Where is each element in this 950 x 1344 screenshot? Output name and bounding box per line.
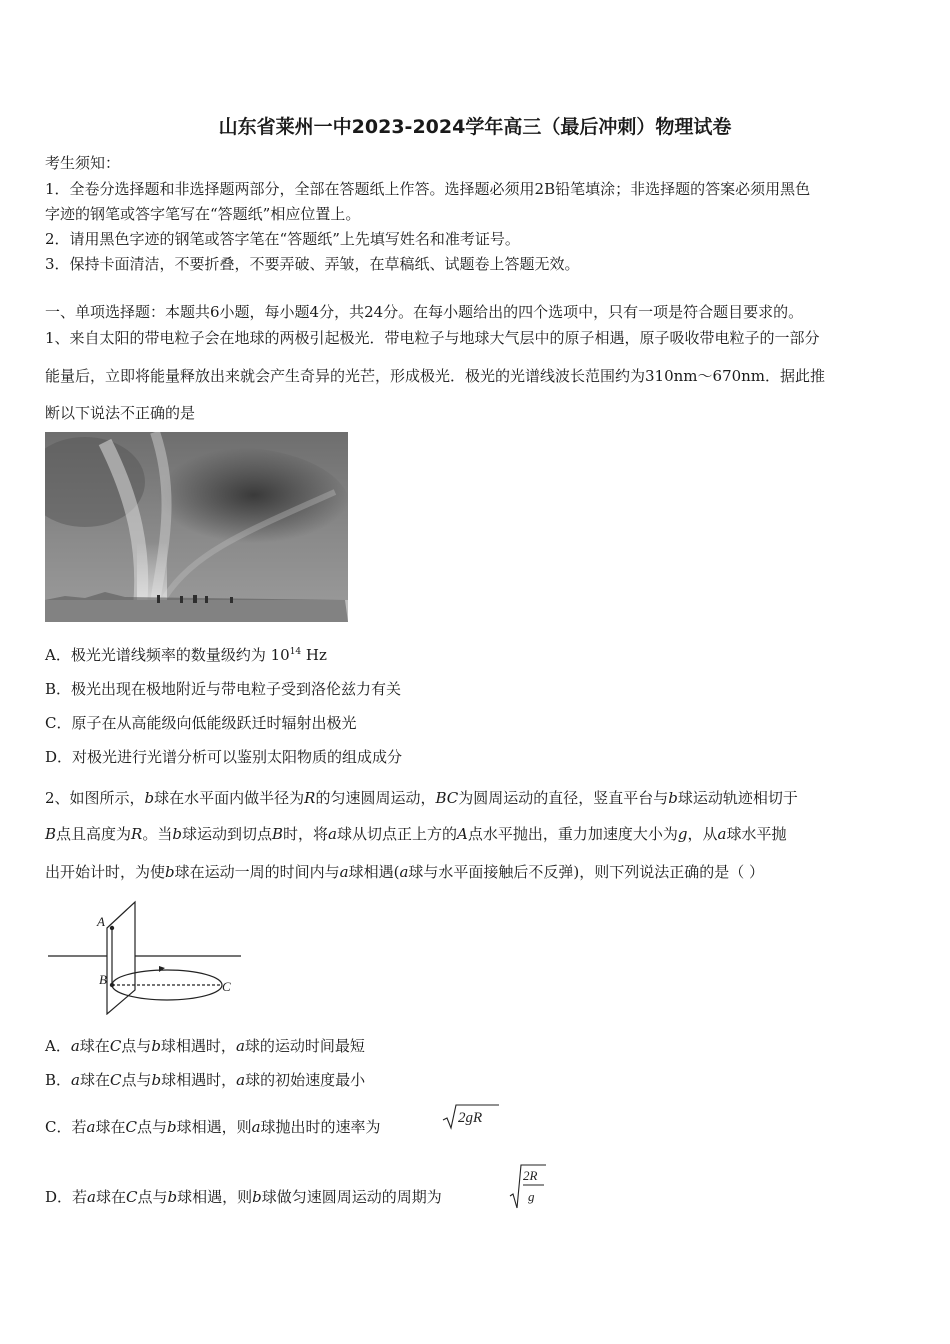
- q1-stem-line: 能量后，立即将能量释放出来就会产生奇异的光芒，形成极光．极光的光谱线波长范围约为310nm～670nm．据此推: [45, 367, 826, 385]
- stem-text: 球与水平面接触后不反弹)，则下列说法正确的是（ ）: [408, 863, 765, 881]
- stem-var: a: [328, 825, 337, 843]
- q2-option-c-sqrt: [441, 1102, 501, 1130]
- option-text: 球在: [95, 1188, 126, 1206]
- option-var: b: [151, 1037, 161, 1055]
- q2-option-d-denominator: g: [528, 1189, 535, 1204]
- option-text: 球相遇，则: [176, 1118, 252, 1136]
- stem-text: 球水平抛: [726, 825, 787, 843]
- option-var: a: [87, 1188, 96, 1206]
- option-text: 点与: [137, 1188, 168, 1206]
- option-text: 球相遇时，: [160, 1037, 236, 1055]
- notice-item: 字迹的钢笔或答字笔写在“答题纸”相应位置上。: [45, 205, 361, 223]
- notice-item: 1．全卷分选择题和非选择题两部分，全部在答题纸上作答。选择题必须用2B铅笔填涂；非选择题的答案必须用黑色: [45, 180, 811, 198]
- stem-var: a: [717, 825, 727, 843]
- q2-option-d-numerator: 2R: [523, 1168, 538, 1183]
- q2-stem-line: [45, 823, 786, 844]
- q1-stem-line: 断以下说法不正确的是: [45, 404, 196, 422]
- stem-var: g: [677, 825, 688, 843]
- page-title: 山东省莱州一中2023-2024学年高三（最后冲刺）物理试卷: [218, 116, 732, 138]
- stem-var: A: [457, 825, 468, 843]
- option-text: 球在: [79, 1071, 110, 1089]
- aurora-photo: [45, 432, 348, 622]
- option-text: B．: [45, 1071, 72, 1089]
- q2-option-d[interactable]: [45, 1186, 442, 1207]
- stem-text: 时，将: [283, 825, 329, 843]
- stem-var: b: [144, 789, 155, 807]
- diagram-label-a: A: [97, 914, 105, 929]
- option-var: a: [86, 1118, 96, 1136]
- option-text: C．若: [45, 1118, 87, 1136]
- q1-option-a-text: A．极光光谱线频率的数量级约为 10: [45, 646, 290, 664]
- stem-text: 2、如图所示，: [45, 789, 145, 807]
- q2-option-b[interactable]: [45, 1069, 365, 1090]
- q2-option-a[interactable]: [45, 1035, 365, 1056]
- stem-var: BC: [435, 789, 459, 807]
- stem-text: 。当: [142, 825, 173, 843]
- stem-text: 球在运动一周的时间内与: [174, 863, 340, 881]
- stem-text: 球从切点正上方的: [336, 825, 457, 843]
- option-text: 球相遇时，: [161, 1071, 237, 1089]
- option-text: 球相遇，则: [177, 1188, 253, 1206]
- option-var: a: [71, 1071, 80, 1089]
- q2-option-d-sqrt: [508, 1162, 548, 1210]
- stem-text: 球相遇(: [348, 863, 400, 881]
- stem-var: R: [304, 789, 316, 807]
- q1-stem-line: 1、来自太阳的带电粒子会在地球的两极引起极光．带电粒子与地球大气层中的原子相遇，原子吸收带电粒子的一部分: [45, 329, 820, 347]
- stem-text: ，从: [687, 825, 718, 843]
- option-var: a: [236, 1071, 246, 1089]
- diagram-label-c: C: [222, 979, 231, 994]
- q2-stem-line: [45, 861, 764, 882]
- option-var: C: [109, 1037, 122, 1055]
- option-var: b: [151, 1071, 162, 1089]
- option-text: 球在: [79, 1037, 110, 1055]
- option-text: 球在: [95, 1118, 126, 1136]
- q1-option-d[interactable]: D．对极光进行光谱分析可以鉴别太阳物质的组成成分: [45, 748, 403, 766]
- option-var: a: [235, 1037, 245, 1055]
- option-text: D．若: [45, 1188, 88, 1206]
- stem-var: b: [172, 825, 182, 843]
- notice-item: 2．请用黑色字迹的钢笔或答字笔在“答题纸”上先填写姓名和准考证号。: [45, 230, 520, 248]
- stem-text: 的匀速圆周运动，: [315, 789, 436, 807]
- stem-var: a: [399, 863, 409, 881]
- stem-var: B: [45, 825, 57, 843]
- option-var: b: [166, 1118, 177, 1136]
- notice-heading: 考生须知：: [45, 154, 121, 172]
- option-var: C: [110, 1071, 122, 1089]
- option-var: a: [251, 1118, 261, 1136]
- q1-option-c[interactable]: C．原子在从高能级向低能级跃迁时辐射出极光: [45, 714, 357, 732]
- option-text: 点与: [121, 1037, 152, 1055]
- option-var: C: [125, 1118, 137, 1136]
- q2-diagram: [45, 900, 250, 1015]
- option-var: b: [167, 1188, 178, 1206]
- stem-text: 点且高度为: [56, 825, 132, 843]
- stem-text: 球运动到切点: [181, 825, 272, 843]
- option-text: 球的运动时间最短: [244, 1037, 365, 1055]
- stem-var: B: [271, 825, 284, 843]
- option-text: 点与: [136, 1118, 167, 1136]
- q1-option-a[interactable]: [45, 644, 327, 665]
- stem-text: 球运动轨迹相切于: [677, 789, 798, 807]
- diagram-label-b: B: [99, 972, 107, 987]
- q1-option-a-unit: Hz: [301, 646, 327, 664]
- option-text: 球抛出时的速率为: [260, 1118, 381, 1136]
- stem-var: a: [339, 863, 349, 881]
- option-text: A．: [45, 1037, 71, 1055]
- option-text: 球做匀速圆周运动的周期为: [261, 1188, 442, 1206]
- section-heading: 一、单项选择题：本题共6小题，每小题4分，共24分。在每小题给出的四个选项中，只有一项是符合题目要求的。: [45, 303, 804, 321]
- stem-text: 为圆周运动的直径，竖直平台与: [458, 789, 669, 807]
- option-text: 点与: [121, 1071, 152, 1089]
- stem-var: b: [668, 789, 678, 807]
- stem-text: 球在水平面内做半径为: [154, 789, 305, 807]
- q2-option-c-radicand: 2gR: [458, 1110, 483, 1126]
- option-var: C: [126, 1188, 138, 1206]
- q1-option-b[interactable]: B．极光出现在极地附近与带电粒子受到洛伦兹力有关: [45, 680, 402, 698]
- stem-var: R: [131, 825, 143, 843]
- stem-text: 点水平抛出，重力加速度大小为: [467, 825, 678, 843]
- option-text: 球的初始速度最小: [245, 1071, 366, 1089]
- stem-var: b: [165, 863, 175, 881]
- option-var: b: [252, 1188, 262, 1206]
- q2-option-c[interactable]: [45, 1116, 381, 1137]
- q1-option-a-exponent: 14: [289, 647, 302, 657]
- stem-text: 出开始计时，为使: [45, 863, 166, 881]
- q2-stem-line: [45, 787, 798, 808]
- option-var: a: [70, 1037, 80, 1055]
- notice-item: 3．保持卡面清洁，不要折叠，不要弄破、弄皱，在草稿纸、试题卷上答题无效。: [45, 255, 580, 273]
